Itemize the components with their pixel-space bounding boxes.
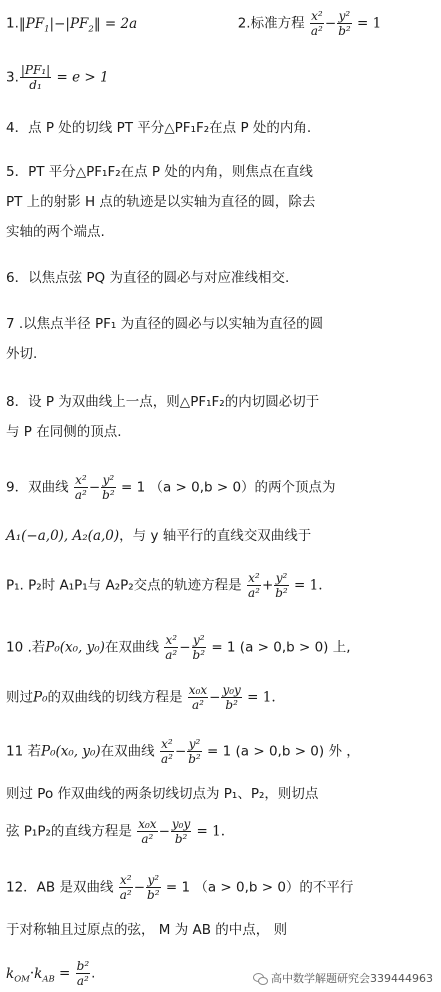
item-8-line-1: 8．设 P 为双曲线上一点，则△PF₁F₂的内切圆必切于 [6, 394, 320, 410]
fraction-x2-a2: $\frac{\text{x²}}{\text{a²}}$ [247, 571, 260, 600]
item-5-line-3: 实轴的两个端点. [6, 224, 105, 240]
item-9-line-3-text: P₁. P₂时 A₁P₁与 A₂P₂交点的轨迹方程是 [6, 577, 242, 594]
item-9-line-1: 9．双曲线 $\frac{\text{x²}}{\text{a²}}$ − $\frac{\text{y²}}{\text{b²}}$ = 1 （a > 0,b > 0）的两个顶点为 [6, 473, 336, 502]
equals-sign: = [59, 965, 71, 982]
item-11-line-2: 则过 Po 作双曲线的两条切线切点为 P₁、P₂，则切点 [6, 786, 319, 802]
item-8-line-2: 与 P 在同侧的顶点. [6, 424, 122, 440]
item-10-line-2-mid: 的双曲线的切线方程是 [47, 689, 183, 706]
fraction-x2-a2: $\frac{\text{x²}}{\text{a²}}$ [310, 9, 323, 38]
item-4: 4．点 P 处的切线 PT 平分△PF₁F₂在点 P 处的内角. [6, 120, 312, 136]
fraction-x0x-a2: $\frac{\text{x₀x}}{\text{a²}}$ [138, 817, 157, 846]
item-11-line-3: 弦 P₁P₂的直线方程是 $\frac{\text{x₀x}}{\text{a²}}$ − $\frac{\text{y₀y}}{\text{b²}}$ = 1. [6, 817, 226, 846]
fraction-x2-a2: $\frac{\text{x²}}{\text{a²}}$ [119, 873, 132, 902]
item-12-condition: = 1 （a > 0,b > 0）的不平行 [165, 879, 354, 896]
item-9-line-2 [6, 526, 437, 546]
item-1-formula: $‖PF_1|-|PF_2‖ = 2a$ [18, 15, 138, 35]
fraction-y2-b2: $\frac{\text{y²}}{\text{b²}}$ [188, 737, 201, 766]
item-2-prefix: 2.标准方程 [237, 15, 305, 32]
fraction-b2-a2: $\frac{\text{b²}}{\text{a²}}$ [76, 959, 90, 988]
fraction-y0y-b2: $\frac{\text{y₀y}}{\text{b²}}$ [171, 817, 191, 846]
item-7-line-2: 外切. [6, 346, 38, 362]
item-11-condition: = 1 (a > 0,b > 0) 外 ， [207, 743, 360, 760]
item-9-vertices: A₁(−a,0), A₂(a,0) [6, 528, 120, 544]
item-6: 6．以焦点弦 PQ 为直径的圆必与对应准线相交. [6, 270, 290, 286]
item-9-prefix: 9．双曲线 [6, 479, 69, 496]
item-10-point: P₀(x₀, y₀) [45, 639, 105, 656]
item-2-rhs: = 1 [356, 15, 382, 32]
item-10-prefix: 10 .若 [6, 639, 46, 656]
item-1-prefix: 1. [6, 15, 19, 32]
item-5-line-2: PT 上的射影 H 点的轨迹是以实轴为直径的圆，除去 [6, 194, 316, 210]
item-9-line-3: P₁. P₂时 A₁P₁与 A₂P₂交点的轨迹方程是 $\frac{\text{x²}}{\text{a²}}$ + $\frac{\text{y²}}{\text{b²}}$ = 1. [6, 571, 323, 600]
fraction-x2-a2: $\frac{\text{x²}}{\text{a²}}$ [74, 473, 87, 502]
item-10-mid: 在双曲线 [104, 639, 159, 656]
item-5-line-1: 5．PT 平分△PF₁F₂在点 P 处的内角，则焦点在直线 [6, 164, 313, 180]
item-9-rhs: = 1. [294, 577, 323, 594]
fraction-y2-b2: $\frac{\text{y²}}{\text{b²}}$ [102, 473, 115, 502]
item-7-line-1: 7 .以焦点半径 PF₁ 为直径的圆必与以实轴为直径的圆 [6, 316, 324, 332]
item-10-line-2-text: 则过 [6, 689, 33, 706]
item-11-line-1: 11 若P₀(x₀, y₀)在双曲线 $\frac{\text{x²}}{\text{a²}}$ − $\frac{\text{y²}}{\text{b²}}$ = 1 (a > 0,b > 0) 外 ， [6, 737, 360, 766]
dot-operator: · [29, 965, 35, 982]
watermark-text: 高中数学解题研究会339444963 [271, 972, 433, 985]
item-11-point: P₀(x₀, y₀) [40, 743, 101, 760]
fraction-x0x-a2: $\frac{\text{x₀x}}{\text{a²}}$ [188, 683, 208, 712]
watermark [253, 970, 433, 986]
fraction-y2-b2: $\frac{\text{y²}}{\text{b²}}$ [338, 9, 351, 38]
fraction-y2-b2: $\frac{\text{y²}}{\text{b²}}$ [275, 571, 288, 600]
item-9-line-2-text: ，与 y 轴平行的直线交双曲线于 [119, 528, 312, 544]
wechat-icon [253, 972, 267, 984]
fraction-pf1-d1: $\frac{\text{|PF₁|}}{\text{d₁}}$ [20, 63, 51, 92]
slope-om: $k_{OM}$ [6, 965, 30, 985]
item-1-2-line: $1.‖PF_1|-|PF_2‖ = 2a$ 2.标准方程 $\frac{\text{x²}}{\text{a²}}$ − $\frac{\text{y²}}{\text{b²}}$ = 1 [6, 9, 382, 38]
item-10-line-2: 则过P₀的双曲线的切线方程是 $\frac{\text{x₀x}}{\text{a²}}$ − $\frac{\text{y₀y}}{\text{b²}}$ = 1. [6, 683, 276, 712]
fraction-y2-b2: $\frac{\text{y²}}{\text{b²}}$ [147, 873, 160, 902]
item-3-prefix: 3. [6, 69, 19, 86]
fraction-y0y-b2: $\frac{\text{y₀y}}{\text{b²}}$ [222, 683, 241, 712]
item-11-prefix: 11 若 [6, 743, 41, 760]
item-10-p0: P₀ [33, 689, 48, 706]
item-3-rhs: = e > 1 [56, 69, 109, 86]
item-11-mid: 在双曲线 [100, 743, 155, 760]
item-10-line-1: 10 .若P₀(x₀, y₀)在双曲线 $\frac{\text{x²}}{\text{a²}}$ − $\frac{\text{y²}}{\text{b²}}$ = 1 (a > 0,b > 0) 上, [6, 633, 351, 662]
item-11-rhs: = 1. [196, 823, 226, 840]
item-10-rhs: = 1. [247, 689, 276, 706]
slope-ab: $k_{AB}$ [34, 965, 55, 985]
fraction-y2-b2: $\frac{\text{y²}}{\text{b²}}$ [192, 633, 206, 662]
item-9-condition: = 1 （a > 0,b > 0）的两个顶点为 [120, 479, 336, 496]
item-12-line-1: 12．AB 是双曲线 $\frac{\text{x²}}{\text{a²}}$ − $\frac{\text{y²}}{\text{b²}}$ = 1 （a > 0,b > 0）的不平行 [6, 873, 354, 902]
fraction-x2-a2: $\frac{\text{x²}}{\text{a²}}$ [160, 737, 173, 766]
fraction-x2-a2: $\frac{\text{x²}}{\text{a²}}$ [165, 633, 178, 662]
item-12-prefix: 12．AB 是双曲线 [6, 879, 114, 896]
item-3 [6, 64, 437, 91]
item-11-line-3-text: 弦 P₁P₂的直线方程是 [6, 823, 132, 840]
item-10-condition: = 1 (a > 0,b > 0) 上, [211, 639, 351, 656]
item-12-line-2: 于对称轴且过原点的弦， M 为 AB 的中点， 则 [6, 922, 288, 938]
item-12-end: . [91, 965, 96, 982]
